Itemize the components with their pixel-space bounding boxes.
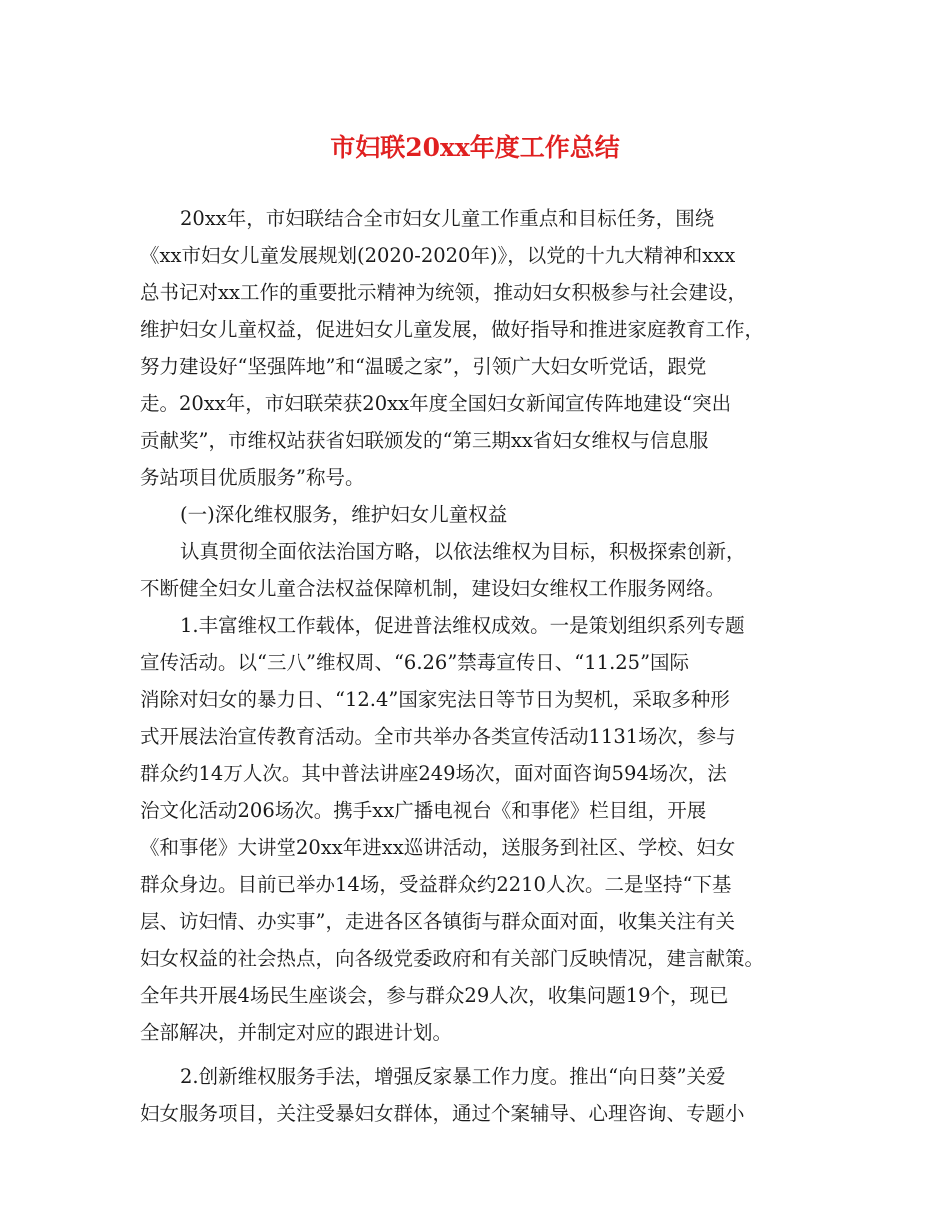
text-line: 全年共开展4场民生座谈会，参与群众29人次，收集问题19个，现已 xyxy=(140,984,729,1007)
text-line: 维护妇女儿童权益，促进妇女儿童发展，做好指导和推进家庭教育工作， xyxy=(140,318,765,341)
text-line: 走。20xx年，市妇联荣获20xx年度全国妇女新闻宣传阵地建设“突出 xyxy=(140,392,732,415)
text-line: 层、访妇情、办实事”，走进各区各镇街与群众面对面，收集关注有关 xyxy=(140,910,735,933)
text-line: 认真贯彻全面依法治国方略，以依法维权为目标，积极探索创新， xyxy=(180,540,746,563)
text-line: 妇女权益的社会热点，向各级党委政府和有关部门反映情况，建言献策。 xyxy=(140,947,765,970)
text-line: 总书记对xx工作的重要批示精神为统领，推动妇女积极参与社会建设， xyxy=(140,281,747,304)
paragraph-intro xyxy=(140,200,828,496)
text-line: 不断健全妇女儿童合法权益保障机制，建设妇女维权工作服务网络。 xyxy=(140,577,726,600)
text-line: 群众约14万人次。其中普法讲座249场次，面对面咨询594场次，法 xyxy=(140,762,727,785)
document-body xyxy=(140,200,828,1132)
text-line: 《xx市妇女儿童发展规划(2020-2020年)》，以党的十九大精神和xxx xyxy=(140,244,736,267)
text-line: 宣传活动。以“三八”维权周、“6.26”禁毒宣传日、“11.25”国际 xyxy=(140,651,690,674)
text-line: 全部解决，并制定对应的跟进计划。 xyxy=(140,1021,453,1044)
text-line: 式开展法治宣传教育活动。全市共举办各类宣传活动1131场次，参与 xyxy=(140,725,736,748)
text-line: 1.丰富维权工作载体，促进普法维权成效。一是策划组织系列专题 xyxy=(180,614,745,637)
text-line: 2.创新维权服务手法，增强反家暴工作力度。推出“向日葵”关爱 xyxy=(180,1065,726,1088)
paragraph-gap xyxy=(140,1051,828,1058)
text-line: 贡献奖”，市维权站获省妇联颁发的“第三期xx省妇女维权与信息服 xyxy=(140,429,709,452)
text-line: 务站项目优质服务”称号。 xyxy=(140,466,365,489)
section-heading xyxy=(140,496,828,533)
text-line: 《和事佬》大讲堂20xx年进xx巡讲活动，送服务到社区、学校、妇女 xyxy=(140,836,736,859)
paragraph-item-2 xyxy=(140,1058,828,1132)
text-line: 努力建设好“坚强阵地”和“温暖之家”，引领广大妇女听党话，跟党 xyxy=(140,355,707,378)
text-line: 20xx年，市妇联结合全市妇女儿童工作重点和目标任务，围绕 xyxy=(180,207,715,230)
text-line: 群众身边。目前已举办14场，受益群众约2210人次。二是坚持“下基 xyxy=(140,873,732,896)
paragraph-item-1 xyxy=(140,607,828,1051)
text-line: 治文化活动206场次。携手xx广播电视台《和事佬》栏目组，开展 xyxy=(140,799,707,822)
paragraph-section-intro xyxy=(140,533,828,607)
document-title: 市妇联20xx年度工作总结 xyxy=(330,133,620,162)
text-line: (一)深化维权服务，维护妇女儿童权益 xyxy=(180,503,508,526)
text-line: 妇女服务项目，关注受暴妇女群体，通过个案辅导、心理咨询、专题小 xyxy=(140,1102,745,1125)
text-line: 消除对妇女的暴力日、“12.4”国家宪法日等节日为契机，采取多种形 xyxy=(140,688,730,711)
